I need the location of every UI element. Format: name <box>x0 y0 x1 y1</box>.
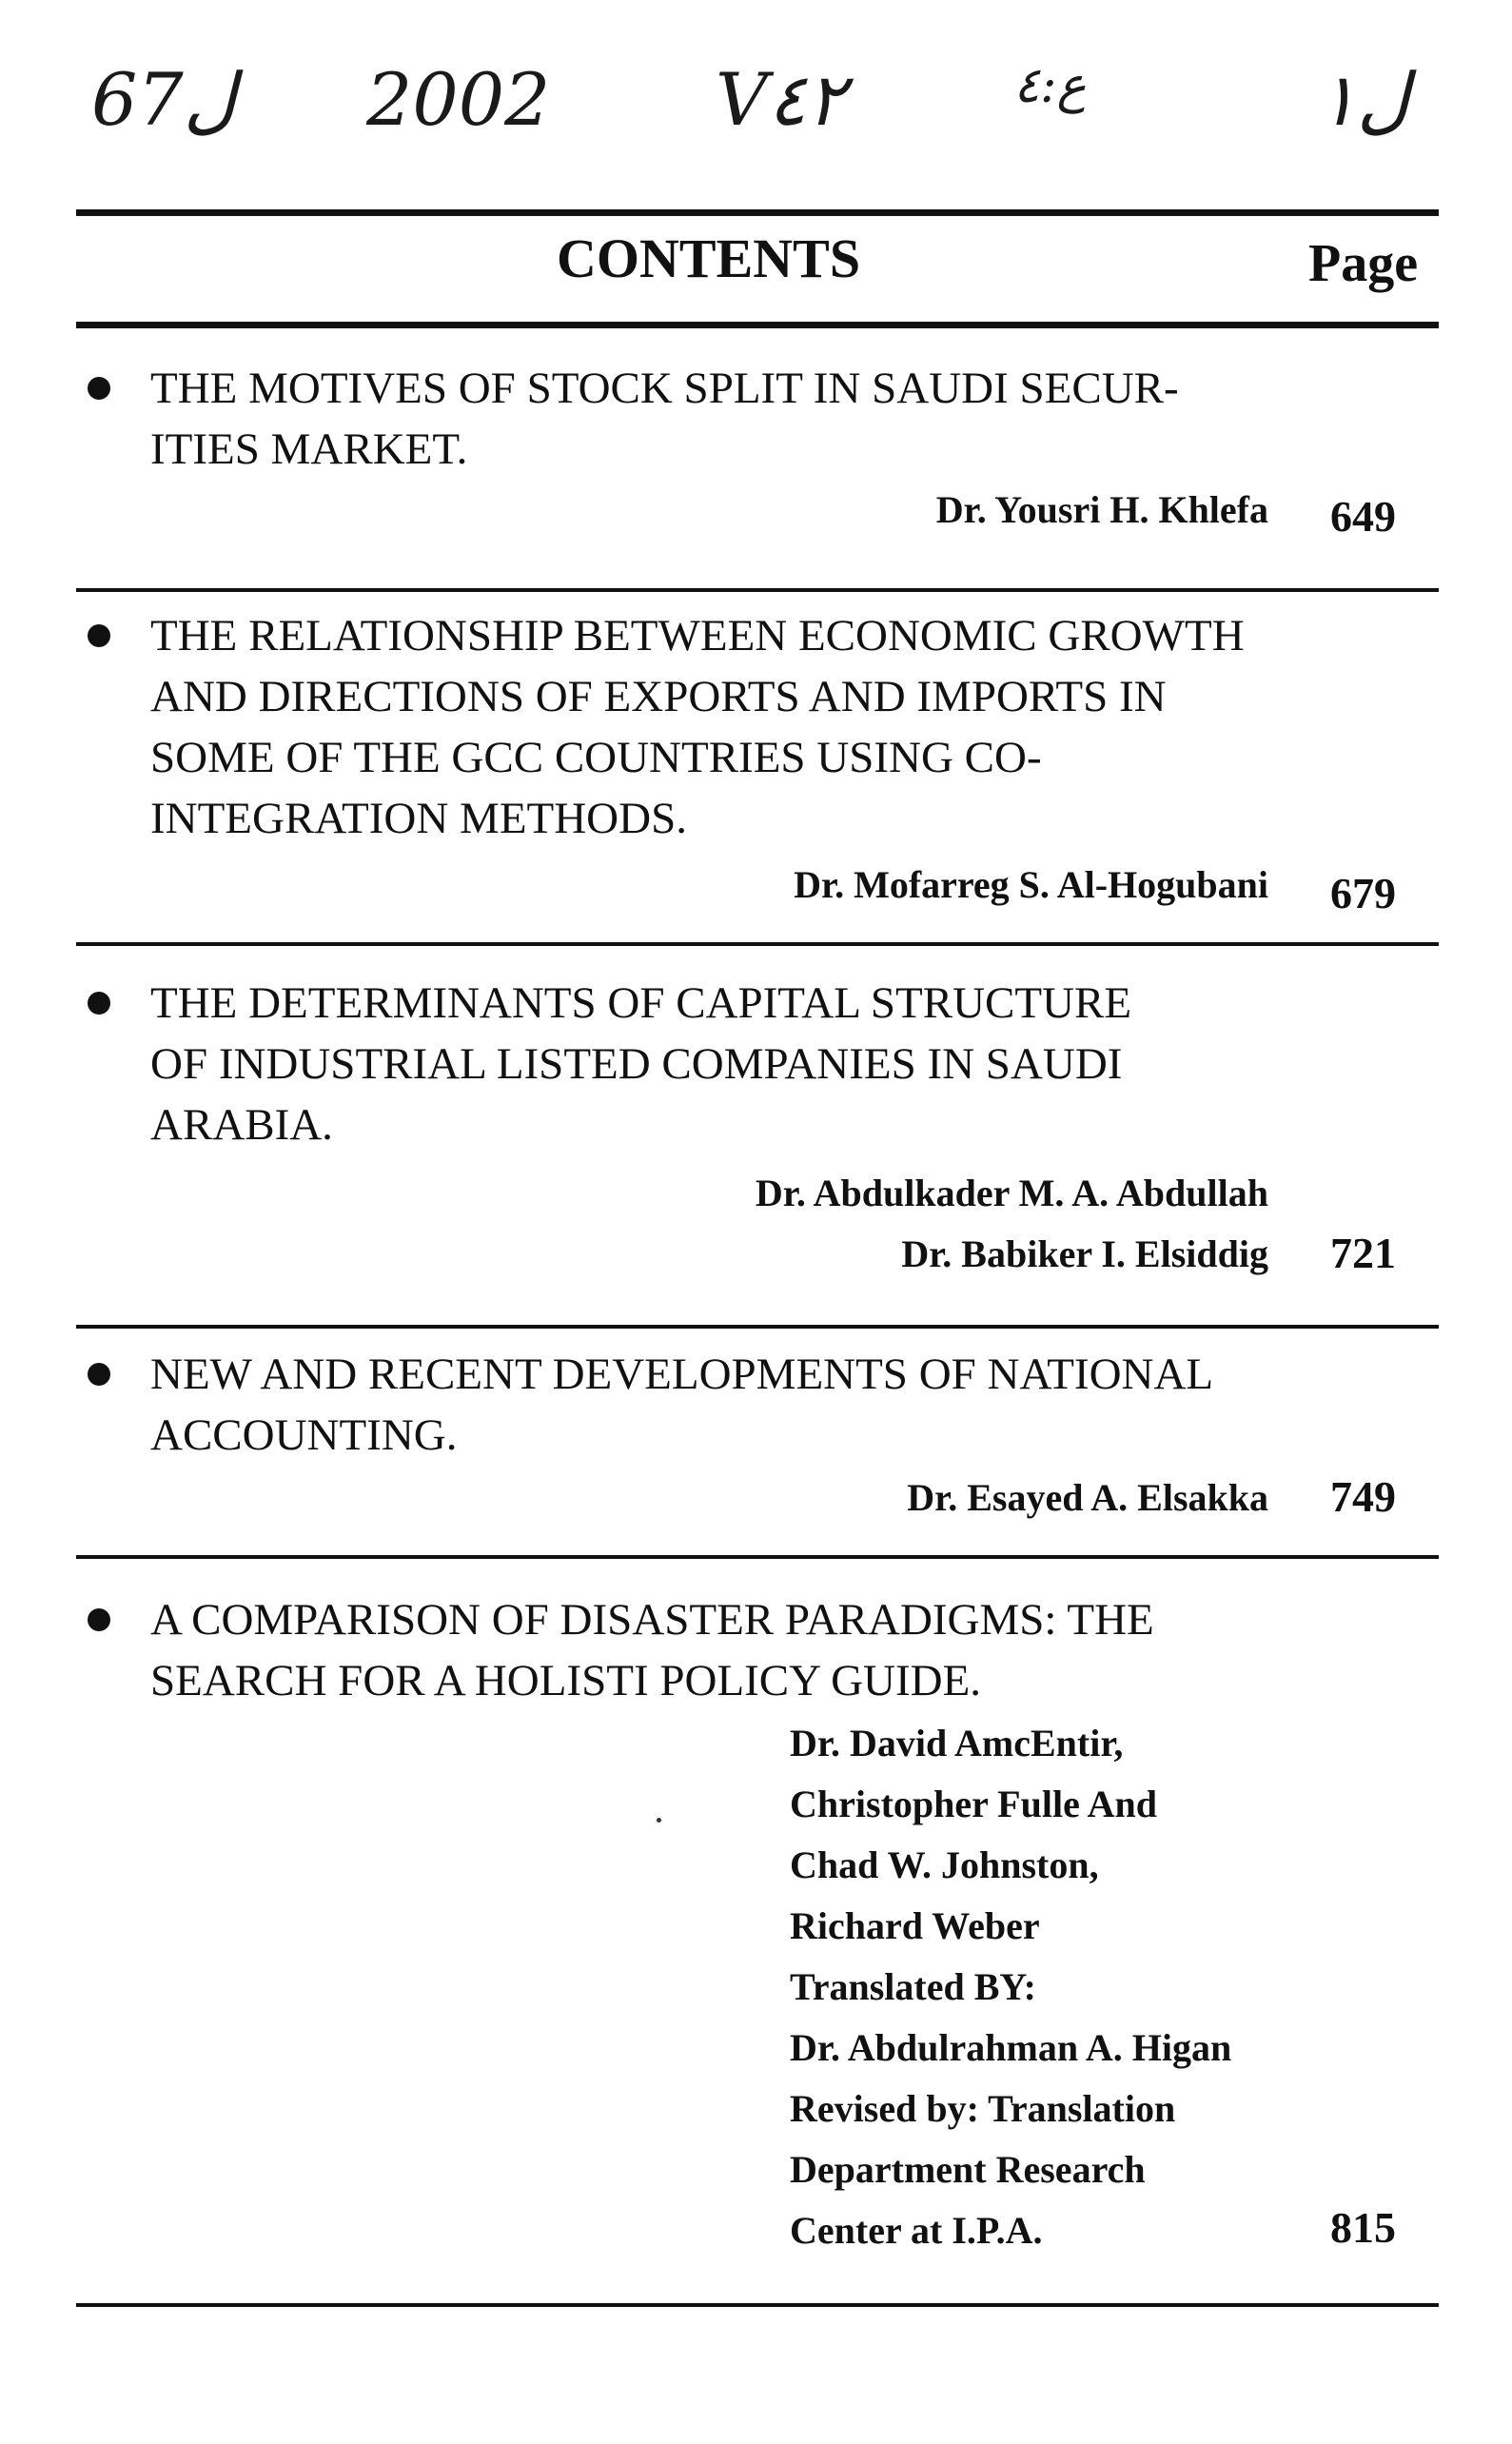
header-bottom-rule <box>76 322 1439 328</box>
title-line: A COMPARISON OF DISASTER PARADIGMS: THE <box>150 1595 1154 1645</box>
entry-divider <box>76 1325 1439 1329</box>
entry-author: Translated BY: <box>790 1965 1036 2008</box>
page-column-heading: Page <box>1308 234 1419 293</box>
entry-author: Dr. Yousri H. Khlefa <box>935 488 1268 531</box>
contents-heading: CONTENTS <box>557 227 861 289</box>
entry-author: Dr. Babiker I. Elsiddig <box>901 1232 1268 1275</box>
entry-page-number: 815 <box>1330 2203 1396 2252</box>
entry-divider <box>76 2303 1439 2307</box>
entry-author: Center at I.P.A. <box>790 2209 1043 2252</box>
entry-author: Dr. David AmcEntir, <box>790 1722 1124 1764</box>
entry-divider <box>76 1555 1439 1559</box>
entry-divider <box>76 942 1439 946</box>
entry-author: Dr. Abdulrahman A. Higan <box>790 2026 1232 2069</box>
entry-author: Richard Weber <box>790 1904 1040 1947</box>
entry-title <box>150 605 1268 849</box>
entry-page-number: 721 <box>1330 1229 1396 1277</box>
title-line: ITIES MARKET. <box>150 424 468 474</box>
title-line: THE MOTIVES OF STOCK SPLIT IN SAUDI SECUR- <box>150 364 1179 413</box>
entry-page-number: 649 <box>1330 492 1396 541</box>
bullet-icon <box>88 624 110 647</box>
title-line: THE DETERMINANTS OF CAPITAL STRUCTURE <box>150 978 1132 1028</box>
entry-author: Dr. Esayed A. Elsakka <box>907 1476 1268 1519</box>
bullet-icon <box>88 1363 110 1386</box>
title-line: THE RELATIONSHIP BETWEEN ECONOMIC GROWTH <box>150 611 1245 660</box>
entry-page-number: 749 <box>1330 1472 1396 1521</box>
entry-divider <box>76 588 1439 592</box>
bullet-icon <box>88 377 110 400</box>
scan-speck <box>657 1818 661 1823</box>
bullet-icon <box>88 992 110 1015</box>
entry-author: Department Research <box>790 2148 1146 2191</box>
handwriting-mark: ل١ <box>1318 57 1410 142</box>
title-line: OF INDUSTRIAL LISTED COMPANIES IN SAUDI <box>150 1039 1123 1089</box>
header-top-rule <box>76 209 1439 216</box>
entry-author: Dr. Abdulkader M. A. Abdullah <box>755 1172 1268 1214</box>
title-line: AND DIRECTIONS OF EXPORTS AND IMPORTS IN <box>150 672 1167 721</box>
entry-author: Chad W. Johnston, <box>790 1843 1099 1886</box>
entry-title <box>150 1589 1268 1711</box>
title-line: SOME OF THE GCC COUNTRIES USING CO- <box>150 733 1042 782</box>
handwriting-mark: 67ل <box>91 57 236 142</box>
title-line: ARABIA. <box>150 1100 333 1150</box>
bullet-icon <box>88 1608 110 1631</box>
entry-page-number: 679 <box>1330 869 1396 917</box>
entry-author: Dr. Mofarreg S. Al-Hogubani <box>794 863 1268 906</box>
handwriting-mark: V٤٢ <box>716 57 846 142</box>
title-line: SEARCH FOR A HOLISTI POLICY GUIDE. <box>150 1656 982 1705</box>
title-line: ACCOUNTING. <box>150 1410 458 1460</box>
entry-title <box>150 973 1268 1155</box>
entry-author: Revised by: Translation <box>790 2087 1176 2130</box>
entry-author: Christopher Fulle And <box>790 1783 1157 1825</box>
title-line: NEW AND RECENT DEVELOPMENTS OF NATIONAL <box>150 1350 1214 1399</box>
handwriting-mark: ع:٤ <box>1013 57 1087 114</box>
entry-title <box>150 358 1268 480</box>
handwriting-mark: 2002 <box>366 57 551 142</box>
title-line: INTEGRATION METHODS. <box>150 794 687 843</box>
handwritten-annotation <box>0 57 1512 162</box>
entry-title <box>150 1344 1268 1466</box>
